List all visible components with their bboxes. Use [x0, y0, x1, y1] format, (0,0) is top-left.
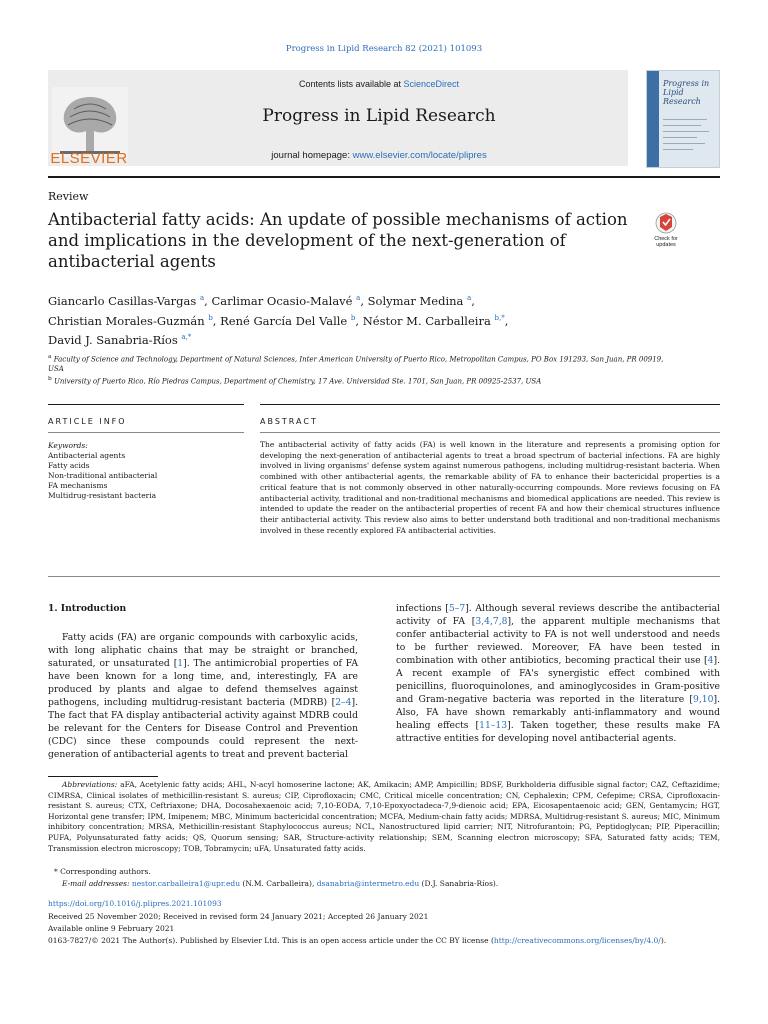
info-top-rule	[48, 404, 244, 405]
keyword: Non-traditional antibacterial	[48, 471, 158, 480]
homepage-link[interactable]: www.elsevier.com/locate/plipres	[352, 150, 487, 161]
copyright-end: ).	[660, 936, 667, 945]
keywords-list	[48, 451, 157, 501]
keyword: FA mechanisms	[48, 481, 108, 490]
cover-title-line: Progress in	[663, 79, 710, 88]
body-text: ]. Although several reviews describe the antibacterial activity of FA [	[396, 603, 720, 627]
sciencedirect-link[interactable]: ScienceDirect	[403, 79, 460, 89]
journal-homepage	[130, 150, 628, 161]
author[interactable]: Carlimar Ocasio-Malavé $^a$	[211, 293, 361, 308]
homepage-prefix: journal homepage:	[271, 150, 353, 161]
affiliation: $^a$ Faculty of Science and Technology, Department of Natural Sciences, Inter American University of Puerto Rico, Metropolitan Campus, PO Box 191293, San Juan, PR 00919, USA	[48, 354, 664, 374]
license-link[interactable]: http://creativecommons.org/licenses/by/4.0/	[493, 936, 661, 945]
citation-link[interactable]: 2–4	[335, 697, 352, 708]
body-text: infections [	[396, 603, 449, 614]
journal-title: Progress in Lipid Research	[262, 106, 496, 126]
doi-link[interactable]: https://doi.org/10.1016/j.plipres.2021.101093	[48, 899, 222, 908]
keyword: Fatty acids	[48, 461, 90, 470]
body-text: ], the apparent multiple mechanisms that confer antibacterial activity to FA is not well understood and needs to be further reviewed. Moreover, FA have been tested in combination with other antibiotics, becoming practical their use [	[396, 616, 720, 666]
email-owner: (N.M. Carballeira),	[240, 879, 317, 888]
email-owner: (D.J. Sanabria-Ríos).	[419, 879, 499, 888]
abstract-text: The antibacterial activity of fatty acids (FA) is well known in the literature and represents a promising option for developing the next-generation of antibacterial agents to treat a broad spectrum of bacterial infections. FA are highly involved in living organisms' defense system against numerous pathogens, including multidrug-resistant bacteria. When combined with other antibacterial agents, the remarkable ability of FA to enhance their bactericidal properties is a critical feature that is not commonly observed in other naturally-occurring compounds. More reviews focusing on FA antibacterial activity, traditional and non-traditional mechanisms and biomedical applications are needed. This review is intended to update the reader on the antibacterial properties of recent FA and how their chemical structures influence their antibacterial activity. This review also aims to better understand both traditional and non-traditional mechanisms involved in these recently explored FA antibacterial activities.	[260, 440, 720, 535]
body-column-right	[396, 602, 720, 745]
cover-title-line: Research	[663, 97, 701, 106]
abbreviations-label: Abbreviations:	[62, 780, 118, 789]
received-dates: Received 25 November 2020; Received in revised form 24 January 2021; Accepted 26 January 2021	[48, 912, 429, 921]
author[interactable]: Solymar Medina $^a$	[367, 293, 472, 308]
email-link[interactable]: dsanabria@intermetro.edu	[316, 879, 420, 888]
article-title: Antibacterial fatty acids: An update of possible mechanisms of action and implications in the development of the next-generation of antibacterial agents	[48, 210, 628, 271]
cover-stripe	[647, 71, 659, 167]
corresponding-note: * Corresponding authors.	[54, 867, 151, 876]
contents-prefix: Contents lists available at	[298, 79, 404, 89]
info-sub-rule	[48, 432, 244, 433]
header-rule	[48, 176, 720, 178]
citation-link[interactable]: 5–7	[448, 603, 466, 614]
copyright-line	[48, 936, 728, 945]
article-info-header: ARTICLE INFO	[48, 417, 127, 426]
keywords-label: Keywords:	[48, 441, 88, 450]
body-text: Fatty acids (FA) are organic compounds with carboxylic acids, with long aliphatic chains that may be straight or branched, saturated, or unsaturated [	[48, 632, 358, 669]
abstract-bottom-rule	[48, 576, 720, 577]
author[interactable]: René García Del Valle $^b$	[220, 313, 356, 328]
publisher-name: ELSEVIER	[50, 150, 128, 167]
journal-reference[interactable]: Progress in Lipid Research 82 (2021) 101093	[285, 44, 483, 54]
body-text: ]. The fact that FA display antibacterial activity against MDRB could be relevant for the Centers for Disease Control and Prevention (CDC) since these compounds could represent the next-generation of antibacterial agents to treat and prevent bacterial	[48, 697, 358, 760]
cover-title	[663, 79, 709, 106]
footnote-rule	[48, 776, 158, 777]
body-text: ]. Also, FA have shown remarkably anti-inflammatory and wound healing effects [	[396, 694, 720, 731]
abstract-header: ABSTRACT	[260, 417, 318, 426]
citation-link[interactable]: 3,4,7,8	[475, 616, 508, 627]
citation-link[interactable]: 11–13	[479, 720, 508, 731]
email-link[interactable]: nestor.carballeira1@upr.edu	[131, 879, 241, 888]
citation-link[interactable]: 9,10	[693, 694, 714, 705]
citation-link[interactable]: 4	[707, 655, 714, 666]
body-column-left	[48, 602, 358, 761]
cover-title-line: Lipid	[663, 88, 684, 97]
contents-line	[130, 79, 628, 89]
author-list: Giancarlo Casillas-Vargas $^a$, Carlimar Ocasio-Malavé $^a$, Solymar Medina $^a$, Christian Morales-Guzmán $^b$, René García Del Valle $^b$, Néstor M. Carballeira $^{b,*}$, David J. Sanabria-Ríos $^{a,*}$	[48, 293, 509, 348]
available-online: Available online 9 February 2021	[48, 924, 175, 933]
keyword: Antibacterial agents	[48, 451, 126, 460]
body-text: ]. A recent example of FA's synergistic effect combined with penicillins, fluoroquinolones, and aminoglycosides in Gram-positive and Gram-negative bacteria was reported in the literature [	[396, 655, 720, 705]
author[interactable]: Giancarlo Casillas-Vargas $^a$	[48, 293, 205, 308]
keyword: Multidrug-resistant bacteria	[48, 491, 157, 500]
abstract-top-rule	[260, 404, 720, 405]
journal-cover[interactable]	[646, 70, 720, 168]
abbreviations-footnote	[48, 780, 720, 854]
author[interactable]: David J. Sanabria-Ríos $^{a,*}$	[48, 333, 192, 348]
body-text: ]. Taken together, these results make FA attractive entities for developing novel antibacterial agents.	[396, 720, 721, 744]
article-type: Review	[48, 190, 89, 203]
citation-link[interactable]: 1	[177, 658, 184, 669]
abstract-sub-rule	[260, 432, 720, 433]
abbreviations-text: aFA, Acetylenic fatty acids; AHL, N-acyl homoserine lactone; AK, Amikacin; AMP, Ampicillin; BDSF, Burkholderia diffusible signal factor; CAZ, Ceftazidime; CIMRSA, Clinical isolates of methicillin-resistant S. aureus; CIP, Ciprofloxacin; CMC, Critical micelle concentration; CN, Cephalexin; CPM, Cefepime; CRSA, Ciprofloxacin-resistant S. aureus; CTX, Ceftriaxone; DHA, Docosahexaenoic acid; 7,10-EODA, 7,10-Epoxyoctadeca-7,9-dienoic acid; EPA, Eicosapentaenoic acid; GEN, Gentamycin; HGT, Horizontal gene transfer; IPM, Imipenem; MBC, Minimum bactericidal concentration; MCFA, Medium-chain fatty acids; MDRSA, Multidrug-resistant S. aureus; MIC, Minimum inhibitory concentration; MRSA, Methicillin-resistant Staphylococcus aureus; NCL, Nanostructured lipid carrier; NIT, Nitrofurantoin; PG, Peptidoglycan; PIP, Piperacillin; PUFA, Polyunsaturated fatty acids; QS, Quorum sensing; SAR, Structure-activity relationship; SEM, Scanning electron microscopy; SFA, Saturated fatty acids; TEM, Transmission electron microscopy; TOB, Tobramycin; uFA, Unsaturated fatty acids.	[48, 780, 720, 853]
body-text: ]. The antimicrobial properties of FA have been known for a long time, and, interestingly, FA are produced by plants and algae to defend themselves against pathogens, including multidrug-resistant bacteria (MDRB) [	[48, 658, 358, 708]
section-heading: 1. Introduction	[48, 603, 127, 614]
author[interactable]: Christian Morales-Guzmán $^b$	[48, 313, 213, 328]
affiliation: $^b$ University of Puerto Rico, Río Piedras Campus, Department of Chemistry, 17 Ave. Universidad Ste. 1701, San Juan, PR 00925-2537, USA	[48, 376, 542, 386]
email-label: E-mail addresses:	[62, 879, 132, 888]
intro-paragraph-continued	[396, 602, 720, 745]
check-for-updates-label[interactable]: Check for updates	[654, 236, 678, 248]
email-addresses	[62, 879, 498, 888]
copyright-text: 0163-7827/© 2021 The Author(s). Published by Elsevier Ltd. This is an open access article under the CC BY license (	[48, 936, 494, 945]
intro-paragraph	[48, 631, 358, 761]
author[interactable]: Néstor M. Carballeira $^{b,*}$	[362, 313, 505, 328]
